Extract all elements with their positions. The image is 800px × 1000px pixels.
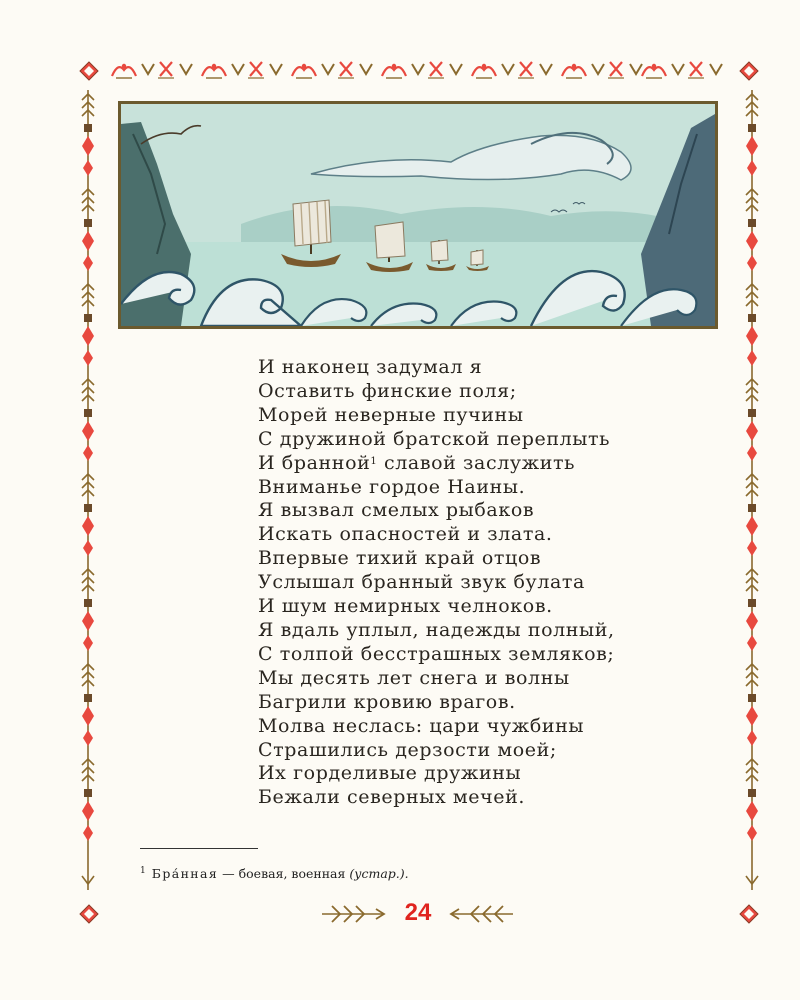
viking-ships-at-sea-image: [121, 104, 715, 326]
poem-line: Их горделивые дружины: [258, 762, 522, 785]
poem-line: И наконец задумал я: [258, 356, 483, 378]
diamond-corner-icon: [739, 904, 759, 924]
poem-line: Услышал бранный звук булата: [258, 571, 585, 594]
poem-line: Я вызвал смелых рыбаков: [258, 499, 535, 522]
poem-line: Бежали северных мечей.: [258, 786, 526, 809]
poem-line: Впервые тихий край отцов: [258, 547, 542, 570]
arrow-chain-border: [740, 90, 764, 890]
poem-line: Вниманье гордое Наины.: [258, 475, 526, 498]
footnote: [140, 866, 409, 881]
footnote-divider: [140, 848, 258, 849]
diamond-corner-icon: [739, 61, 759, 81]
poem-line: И бранной$^1$ славой заслужить: [258, 451, 576, 474]
arrows-left-icon: [445, 900, 517, 928]
footnote-term: Бра́нная: [151, 866, 219, 881]
poem-line: С дружиной братской переплыть: [258, 427, 611, 450]
poem-line: Морей неверные пучины: [258, 403, 524, 426]
poem-line: Страшились дерзости моей;: [258, 738, 557, 761]
diamond-corner-icon: [79, 904, 99, 924]
poem-line: Молва неслась: цари чужбины: [258, 714, 585, 737]
arrow-chain-border: [76, 90, 100, 890]
poem-line: С толпой бесстрашных земляков;: [258, 642, 615, 665]
arrows-right-icon: [318, 900, 390, 928]
footnote-reference[interactable]: 1: [370, 455, 378, 467]
poem-line: Оставить финские поля;: [258, 379, 517, 402]
poem-line: Я вдаль уплыл, надежды полный,: [258, 618, 615, 641]
poem-line: И шум немирных челноков.: [258, 595, 553, 618]
folk-ornament-band: [72, 56, 728, 84]
footnote-definition: — боевая, военная: [218, 866, 350, 881]
footnote-note: (устар.).: [349, 866, 409, 881]
poem-line: Мы десять лет снега и волны: [258, 666, 570, 689]
footnote-mark: 1: [140, 866, 146, 876]
poem-line: Багрили кровию врагов.: [258, 690, 516, 713]
poem-text: [258, 356, 658, 810]
seascape-illustration: [118, 101, 718, 329]
poem-line: Искать опасностей и злата.: [258, 523, 553, 546]
page-number: 24: [404, 899, 432, 926]
